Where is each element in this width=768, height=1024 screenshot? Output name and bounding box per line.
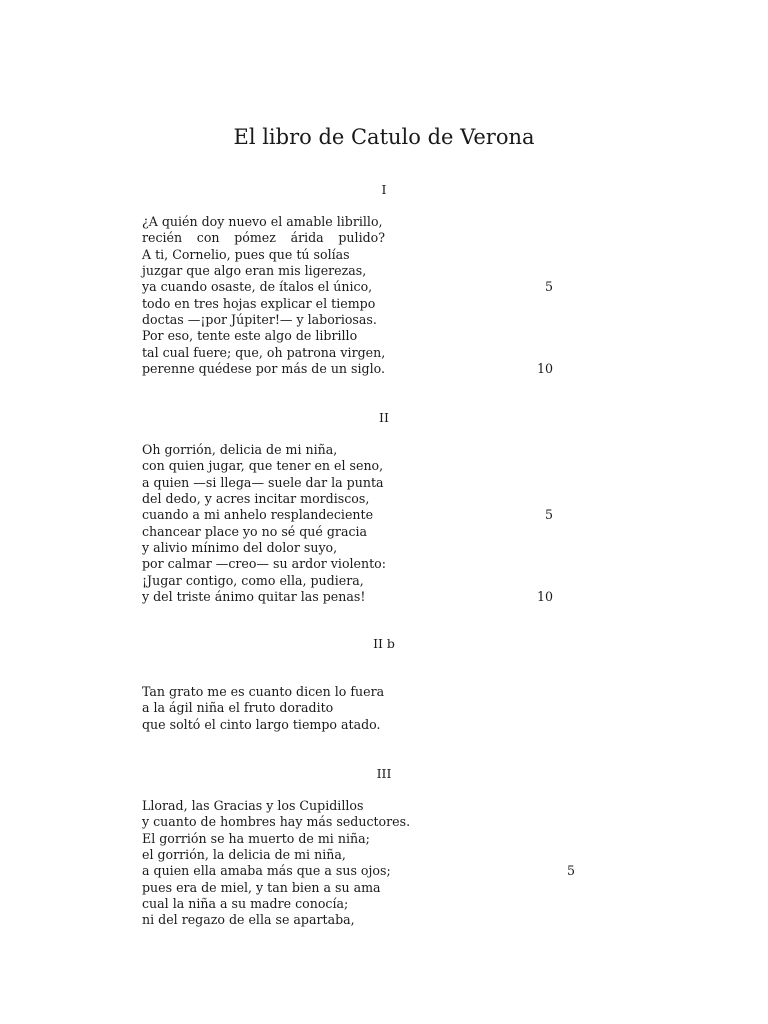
section-heading: III <box>376 766 392 781</box>
poem-section <box>142 442 554 605</box>
verse-line: cuando a mi anhelo resplandeciente 5 <box>142 507 554 523</box>
verse-line: del dedo, y acres incitar mordiscos, <box>142 491 370 507</box>
verse-line: ni del regazo de ella se apartaba, <box>142 912 355 928</box>
poem-section <box>142 798 576 929</box>
verse-line: ¡Jugar contigo, como ella, pudiera, <box>142 572 364 588</box>
verse-line: juzgar que algo eran mis ligerezas, <box>142 263 367 279</box>
verse-line: el gorrión, la delicia de mi niña, <box>142 847 346 863</box>
section-heading: II <box>379 410 389 425</box>
page-title: El libro de Catulo de Verona <box>233 125 535 149</box>
verse-line: por calmar —creo— su ardor violento: <box>142 556 387 572</box>
verse-line: ¿A quién doy nuevo el amable librillo, <box>142 214 383 229</box>
verse-line: que soltó el cinto largo tiempo atado. <box>142 716 381 732</box>
verse-line: todo en tres hojas explicar el tiempo <box>142 295 376 311</box>
verse-line: a quien ella amaba más que a sus ojos; 5 <box>142 863 576 879</box>
verse-line: Por eso, tente este algo de librillo <box>142 328 358 344</box>
poem-section <box>142 214 554 377</box>
verse-line: y del triste ánimo quitar las penas! 10 <box>142 589 554 605</box>
verse-line: ya cuando osaste, de ítalos el único, 5 <box>142 279 554 295</box>
verse-line: Tan grato me es cuanto dicen lo fuera <box>142 684 385 699</box>
line-number: 5 <box>545 279 554 295</box>
verse-line: Oh gorrión, delicia de mi niña, <box>142 442 338 457</box>
verse-line: y cuanto de hombres hay más seductores. <box>142 814 411 830</box>
verse-line: pues era de miel, y tan bien a su ama <box>142 879 381 895</box>
line-number: 10 <box>537 361 554 377</box>
poem-section <box>142 684 384 733</box>
verse-line: recién con pómez árida pulido? <box>142 230 385 246</box>
verse-line: a la ágil niña el fruto doradito <box>142 700 334 716</box>
section-heading: I <box>381 182 387 197</box>
verse-line: Llorad, las Gracias y los Cupidillos <box>142 798 364 813</box>
verse-line: tal cual fuere; que, oh patrona virgen, <box>142 344 386 360</box>
verse-line: chancear place yo no sé qué gracia <box>142 523 368 539</box>
verse-line: doctas —¡por Júpiter!— y laboriosas. <box>142 312 377 328</box>
section-heading: II b <box>373 636 395 651</box>
verse-line: a quien —si llega— suele dar la punta <box>142 474 384 490</box>
line-number: 5 <box>567 863 576 879</box>
verse-line: con quien jugar, que tener en el seno, <box>142 458 384 474</box>
line-number: 5 <box>545 507 554 523</box>
verse-line: El gorrión se ha muerto de mi niña; <box>142 830 370 846</box>
verse-line: perenne quédese por más de un siglo. 10 <box>142 361 554 377</box>
verse-line: A ti, Cornelio, pues que tú solías <box>142 246 350 262</box>
line-number: 10 <box>537 589 554 605</box>
verse-line: cual la niña a su madre conocía; <box>142 896 349 912</box>
verse-line: y alivio mínimo del dolor suyo, <box>142 540 338 556</box>
